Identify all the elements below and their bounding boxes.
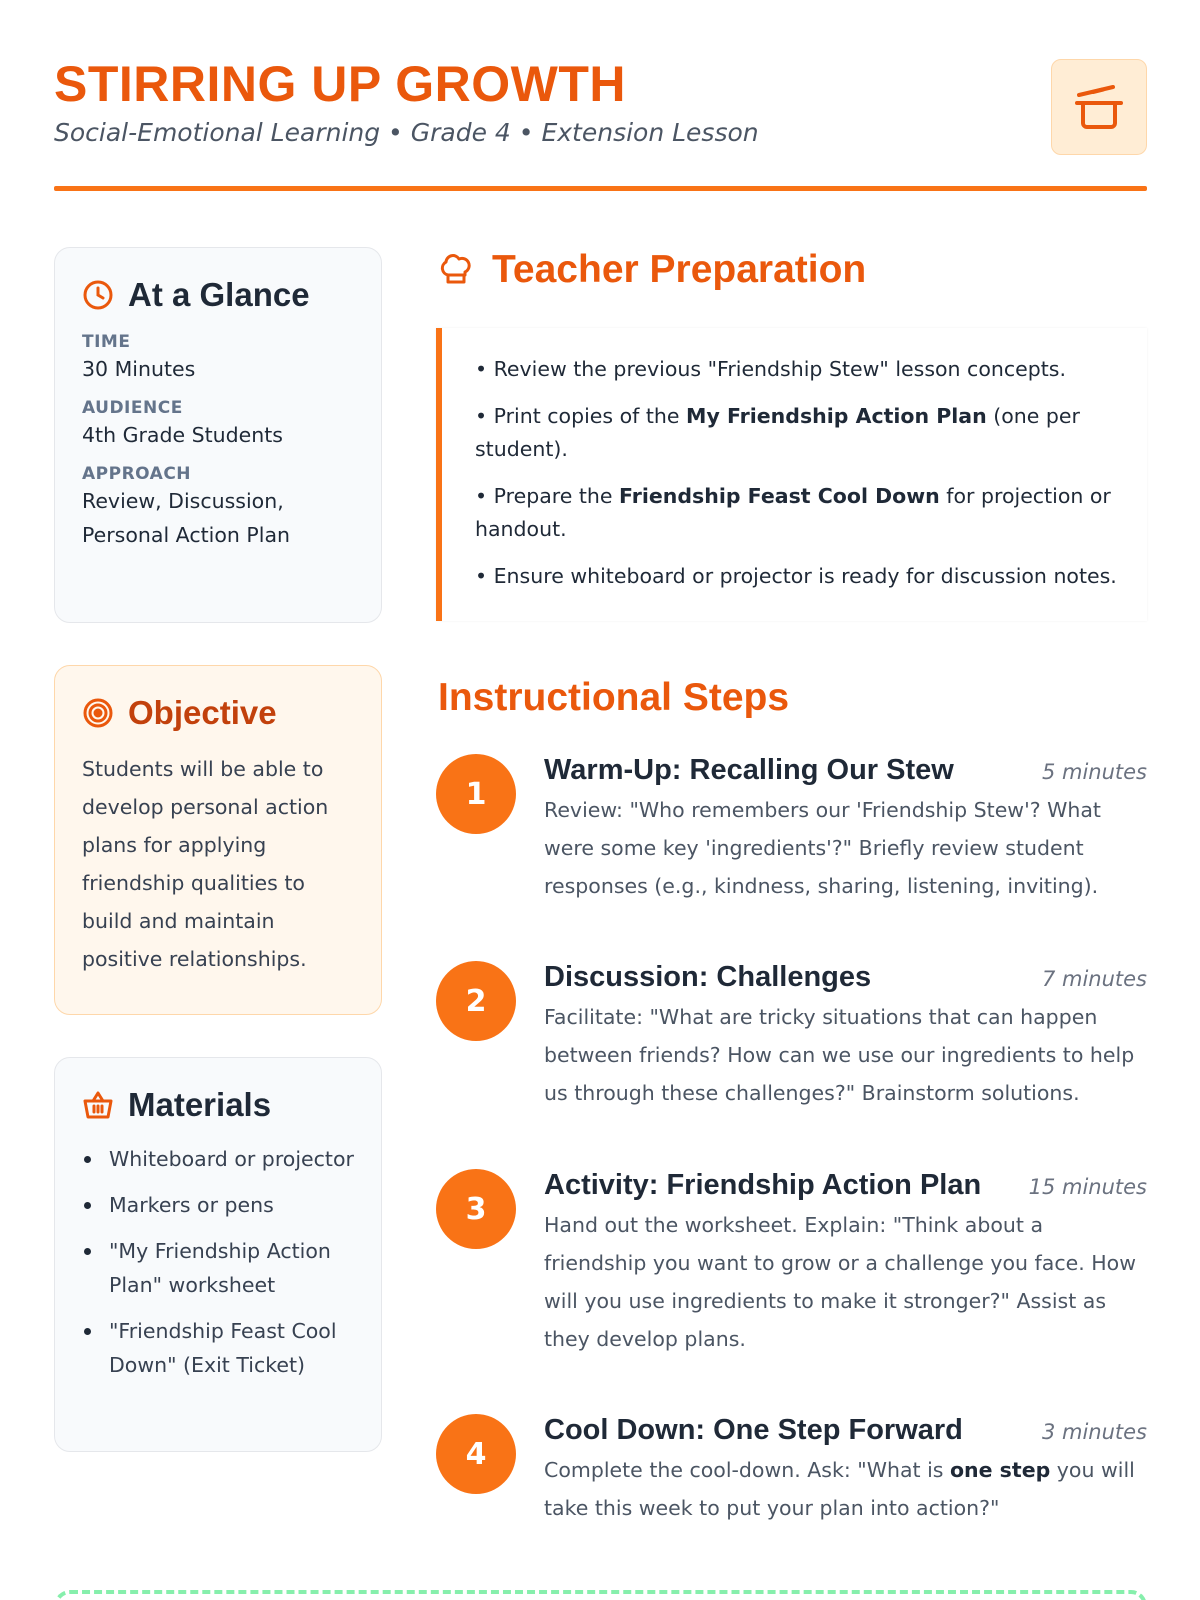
objective-header [82, 694, 354, 732]
list-item: Markers or pens [82, 1188, 354, 1222]
glance-title: At a Glance [128, 276, 310, 313]
step-time: 3 minutes [1041, 1420, 1147, 1444]
step-heading [544, 961, 1147, 994]
prep-title: Teacher Preparation [492, 248, 867, 291]
page-subtitle: Social-Emotional Learning • Grade 4 • Extension Lesson [54, 118, 759, 147]
materials-header [82, 1086, 354, 1124]
steps-title: Instructional Steps [438, 676, 790, 719]
prep-header [438, 248, 866, 292]
glance-label: TIME [82, 332, 131, 352]
prep-item: • Prepare the Friendship Feast Cool Down for projection or handout. [475, 484, 1111, 541]
step-time: 5 minutes [1041, 760, 1147, 784]
cooking-pot-icon [1073, 83, 1125, 131]
glance-item-audience [82, 398, 354, 452]
prep-item: • Print copies of the My Friendship Action Plan (one per student). [475, 404, 1080, 461]
step-title: Warm-Up: Recalling Our Stew [544, 754, 954, 786]
target-icon [82, 697, 114, 729]
header-rule [54, 186, 1147, 191]
step-description: Hand out the worksheet. Explain: "Think about a friendship you want to grow or a challenge you face. How will you use ingredients to make it stronger?" Assist as they develop plans. [544, 1213, 1136, 1351]
step-description: Facilitate: "What are tricky situations that can happen between friends? How can we use our ingredients to help us through these challenges?" Brainstorm solutions. [544, 1005, 1135, 1105]
glance-value: Review, Discussion, Personal Action Plan [82, 489, 290, 547]
step-description: Review: "Who remembers our 'Friendship Stew'? What were some key 'ingredients'?" Briefly review student responses (e.g., kindness, sharing, listening, inviting). [544, 798, 1101, 898]
dashed-section-border [54, 1590, 1147, 1600]
step-title: Cool Down: One Step Forward [544, 1414, 963, 1446]
prep-box [436, 328, 1147, 621]
step-description: Complete the cool-down. Ask: "What is one step you will take this week to put your plan into action?" [544, 1458, 1135, 1520]
step-time: 15 minutes [1028, 1175, 1147, 1199]
page-title: STIRRING UP GROWTH [54, 56, 626, 112]
step-heading [544, 1169, 1147, 1202]
step-heading [544, 1414, 1147, 1447]
materials-list [82, 1142, 354, 1382]
header [54, 54, 1147, 147]
objective-card [54, 665, 382, 1015]
step-time: 7 minutes [1041, 967, 1147, 991]
step-number: 2 [436, 961, 516, 1041]
clock-icon [82, 279, 114, 311]
glance-header [82, 276, 354, 314]
list-item: "My Friendship Action Plan" worksheet [82, 1234, 354, 1302]
prep-item: • Review the previous "Friendship Stew" lesson concepts. [475, 357, 1066, 381]
step-body [544, 1414, 1147, 1527]
list-item: "Friendship Feast Cool Down" (Exit Ticket) [82, 1314, 354, 1382]
step-body [544, 1169, 1147, 1358]
glance-value: 4th Grade Students [82, 423, 283, 447]
cooking-pot-badge [1051, 59, 1147, 155]
step-heading [544, 754, 1147, 787]
basket-icon [82, 1089, 114, 1121]
glance-value: 30 Minutes [82, 357, 196, 381]
step-title: Discussion: Challenges [544, 961, 872, 993]
glance-label: AUDIENCE [82, 398, 183, 418]
step-body [544, 754, 1147, 905]
glance-label: APPROACH [82, 464, 192, 484]
step-number: 4 [436, 1414, 516, 1494]
glance-item-time [82, 332, 354, 386]
step-body [544, 961, 1147, 1112]
step-number: 3 [436, 1169, 516, 1249]
materials-card [54, 1057, 382, 1452]
objective-title: Objective [128, 694, 277, 731]
step-number: 1 [436, 754, 516, 834]
prep-item: • Ensure whiteboard or projector is ready for discussion notes. [475, 564, 1117, 588]
list-item: Whiteboard or projector [82, 1142, 354, 1176]
materials-title: Materials [128, 1086, 272, 1123]
step-title: Activity: Friendship Action Plan [544, 1169, 982, 1201]
chef-hat-icon [438, 253, 472, 287]
objective-text: Students will be able to develop personal action plans for applying friendship qualities to build and maintain positive relationships. [82, 757, 329, 971]
glance-card [54, 247, 382, 623]
glance-item-approach [82, 464, 354, 552]
